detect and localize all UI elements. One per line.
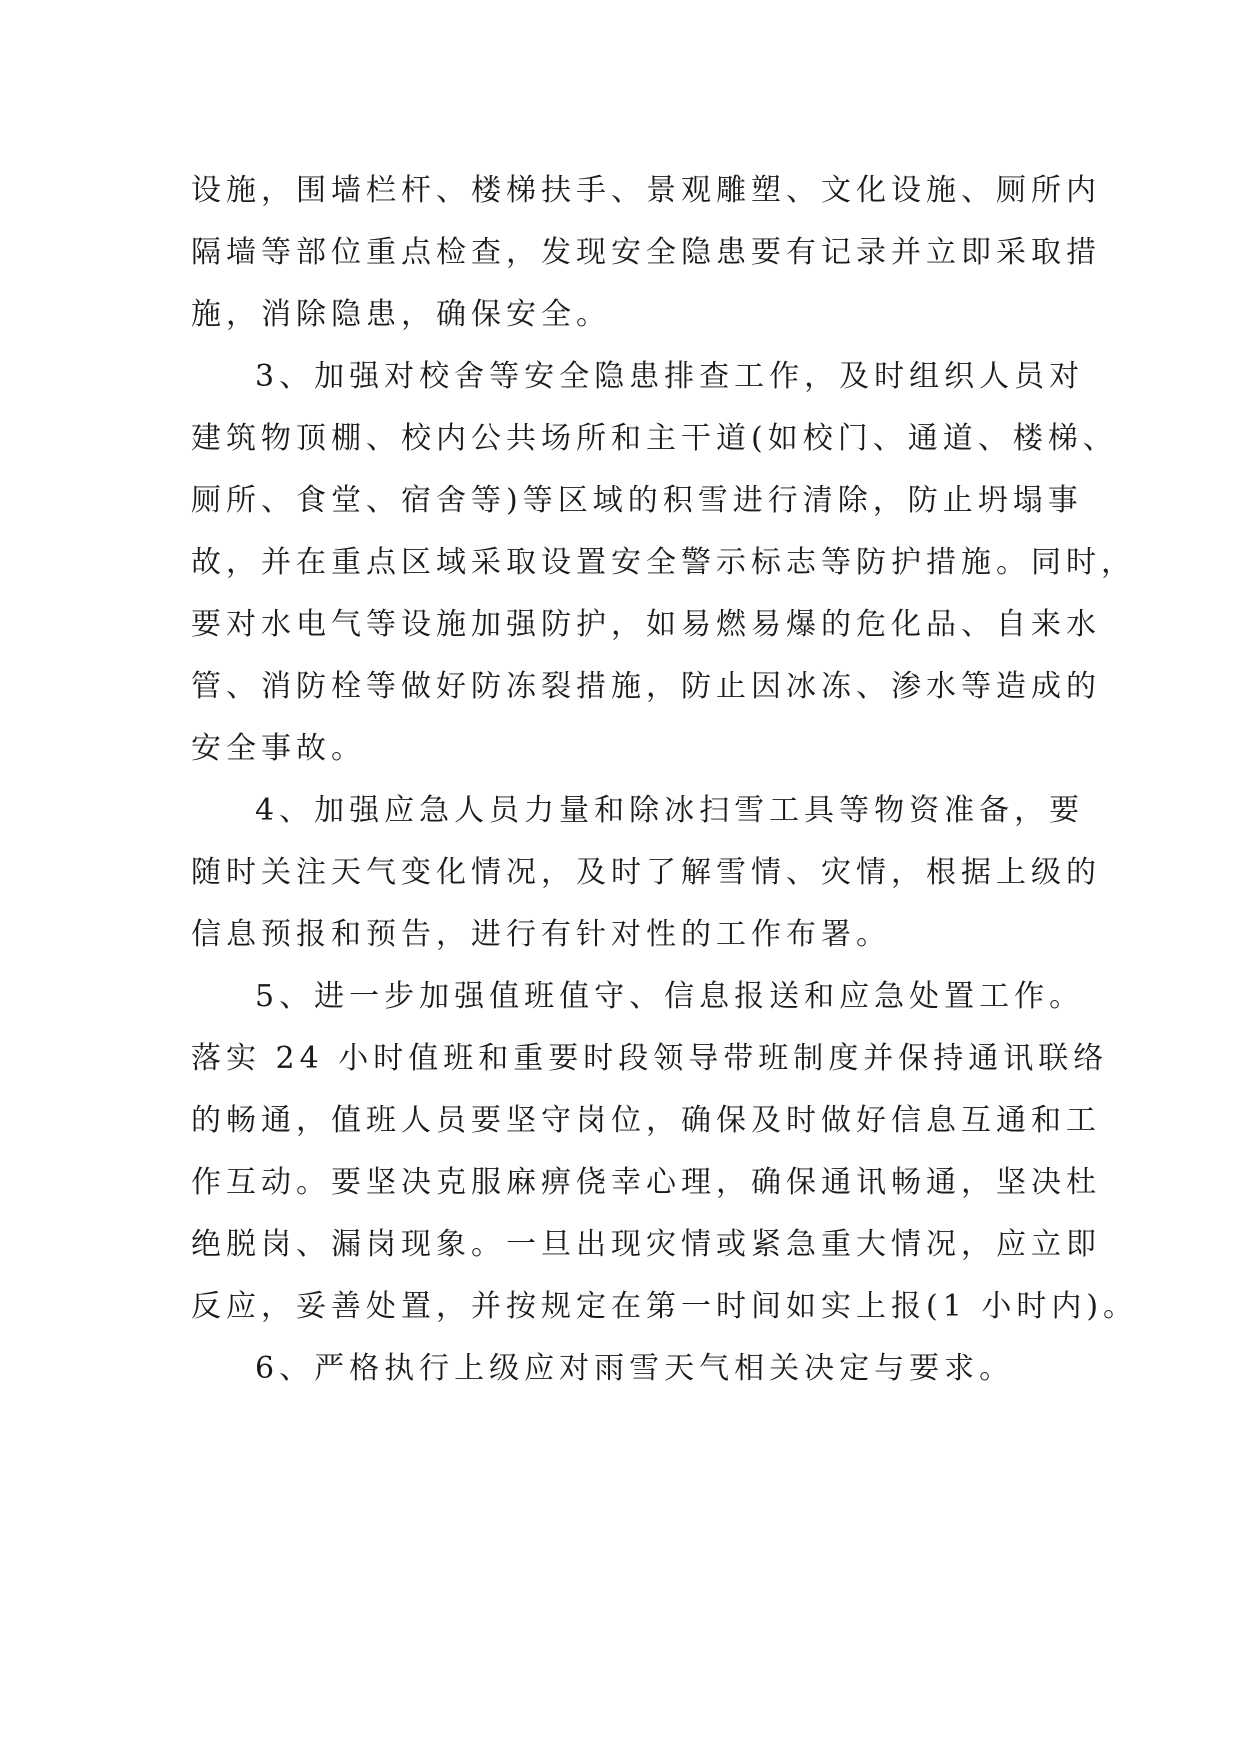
- text-line: 要对水电气等设施加强防护，如易燃易爆的危化品、自来水: [191, 607, 1101, 642]
- text-line: 故，并在重点区域采取设置安全警示标志等防护措施。同时，: [191, 545, 1136, 580]
- text-line: 安全事故。: [191, 731, 366, 766]
- document-body: [191, 160, 1139, 1400]
- text-line: 设施，围墙栏杆、楼梯扶手、景观雕塑、文化设施、厕所内: [191, 173, 1101, 208]
- text-line: 绝脱岗、漏岗现象。一旦出现灾情或紧急重大情况，应立即: [191, 1227, 1101, 1262]
- text-line: 管、消防栓等做好防冻裂措施，防止因冰冻、渗水等造成的: [191, 669, 1101, 704]
- text-line: 厕所、食堂、宿舍等)等区域的积雪进行清除，防止坍塌事: [191, 483, 1083, 518]
- paragraph-4-start: 4、加强应急人员力量和除冰扫雪工具等物资准备，要: [255, 793, 1085, 828]
- paragraph-6-start: 6、严格执行上级应对雨雪天气相关决定与要求。: [255, 1351, 1015, 1386]
- text-line: 施，消除隐患，确保安全。: [191, 297, 611, 332]
- text-line: 建筑物顶棚、校内公共场所和主干道(如校门、通道、楼梯、: [191, 421, 1118, 456]
- text-line: 反应，妥善处置，并按规定在第一时间如实上报(1 小时内)。: [191, 1289, 1139, 1324]
- text-line: 的畅通，值班人员要坚守岗位，确保及时做好信息互通和工: [191, 1103, 1101, 1138]
- text-line: 落实 24 小时值班和重要时段领导带班制度并保持通讯联络: [191, 1041, 1109, 1076]
- text-line: 随时关注天气变化情况，及时了解雪情、灾情，根据上级的: [191, 855, 1101, 890]
- text-line: 隔墙等部位重点检查，发现安全隐患要有记录并立即采取措: [191, 235, 1101, 270]
- text-line: 信息预报和预告，进行有针对性的工作布署。: [191, 917, 891, 952]
- paragraph-3-start: 3、加强对校舍等安全隐患排查工作，及时组织人员对: [255, 359, 1085, 394]
- text-line: 作互动。要坚决克服麻痹侥幸心理，确保通讯畅通，坚决杜: [191, 1165, 1101, 1200]
- paragraph-5-start: 5、进一步加强值班值守、信息报送和应急处置工作。: [255, 979, 1085, 1014]
